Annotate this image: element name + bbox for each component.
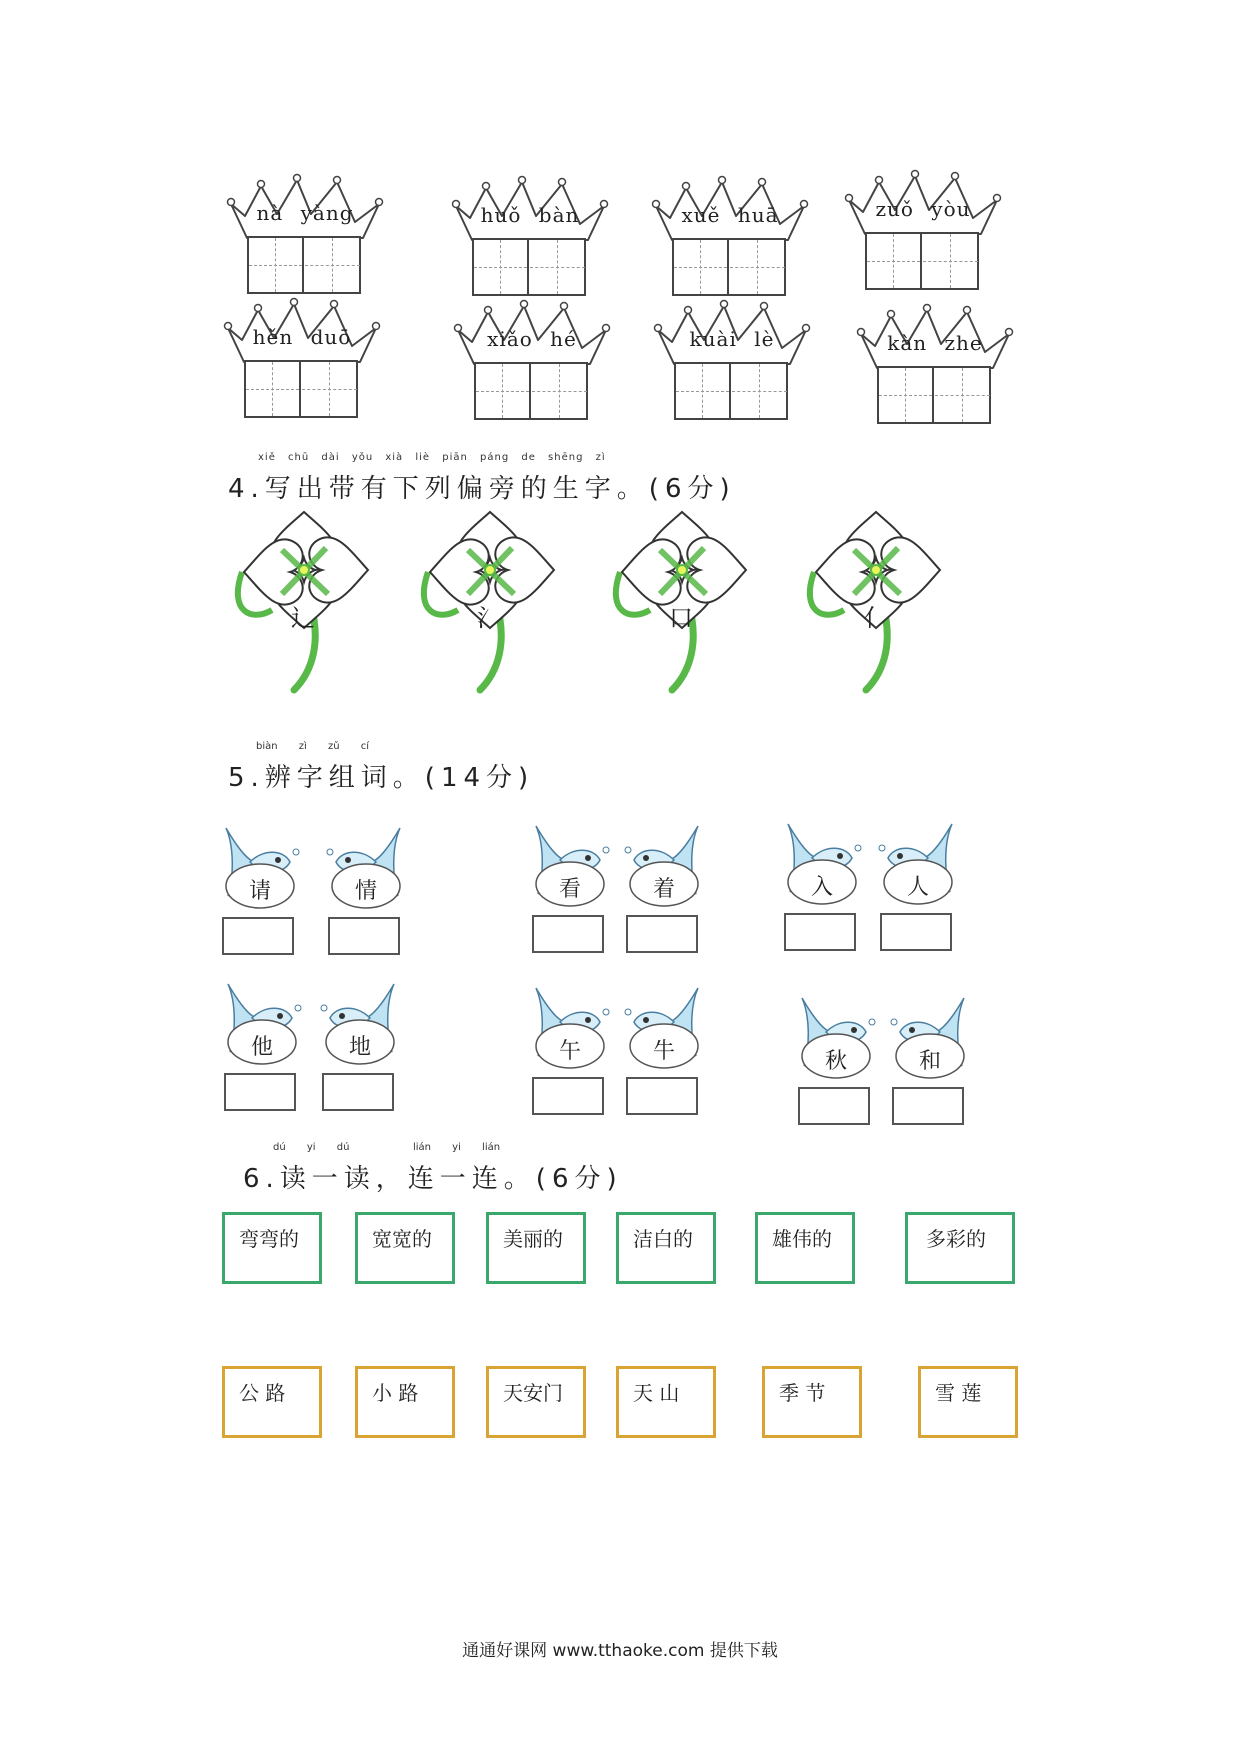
grid-cell[interactable]	[246, 362, 301, 416]
grid-cell[interactable]	[879, 368, 934, 422]
question-6-ruby: dú yi dú lián yi lián	[273, 1142, 501, 1153]
pinyin-crown	[855, 302, 1015, 442]
writing-grid[interactable]	[244, 360, 358, 418]
writing-grid[interactable]	[865, 232, 979, 290]
fish-word-card	[326, 822, 406, 962]
noun-box[interactable]: 公 路	[222, 1366, 322, 1438]
clover-leaf-puzzle	[232, 502, 392, 702]
grid-cell[interactable]	[476, 364, 531, 418]
grid-cell[interactable]	[249, 238, 304, 292]
answer-box[interactable]	[328, 917, 400, 955]
clover-leaf-puzzle	[610, 502, 770, 702]
answer-box[interactable]	[222, 917, 294, 955]
footer-credit: 通通好课网 www.tthaoke.com 提供下载	[462, 1641, 778, 1661]
fish-character: 和	[918, 1049, 941, 1074]
radical-label: 氵	[477, 604, 501, 632]
noun-box[interactable]: 雪 莲	[918, 1366, 1018, 1438]
question-4-ruby: xiě chū dài yǒu xià liè piān páng de shēng zì	[258, 452, 606, 463]
answer-box[interactable]	[626, 915, 698, 953]
grid-cell[interactable]	[730, 240, 785, 294]
crown-pinyin: xuě huā	[681, 203, 779, 227]
question-4-text: 4.写出带有下列偏旁的生字。(6分)	[228, 474, 736, 504]
fish-character: 人	[906, 875, 929, 900]
noun-box[interactable]: 天安门	[486, 1366, 586, 1438]
crown-pinyin: nà yàng	[256, 201, 354, 225]
writing-grid[interactable]	[247, 236, 361, 294]
grid-cell[interactable]	[532, 364, 587, 418]
pinyin-crown	[450, 174, 610, 314]
grid-cell[interactable]	[935, 368, 990, 422]
fish-word-card	[530, 820, 610, 960]
answer-box[interactable]	[224, 1073, 296, 1111]
answer-box[interactable]	[532, 915, 604, 953]
writing-grid[interactable]	[672, 238, 786, 296]
pinyin-crown	[652, 298, 812, 438]
grid-cell[interactable]	[302, 362, 357, 416]
fish-word-card	[222, 978, 302, 1118]
pinyin-crown	[843, 168, 1003, 308]
writing-grid[interactable]	[474, 362, 588, 420]
crown-pinyin: hěn duō	[252, 325, 352, 349]
adjective-box[interactable]: 宽宽的	[355, 1212, 455, 1284]
question-5-title	[228, 741, 535, 794]
question-5-ruby: biàn zì zǔ cí	[256, 741, 370, 752]
question-6-title	[243, 1142, 623, 1195]
fish-word-card	[796, 992, 876, 1132]
crown-pinyin: huǒ bàn	[480, 203, 580, 227]
crown-pinyin: kàn zhe	[887, 331, 983, 355]
fish-character: 午	[558, 1039, 581, 1064]
radical-label: 亻	[863, 604, 887, 632]
crown-pinyin: zuǒ yòu	[875, 197, 971, 221]
radical-label: 口	[669, 604, 693, 632]
grid-cell[interactable]	[867, 234, 922, 288]
writing-grid[interactable]	[472, 238, 586, 296]
adjective-box[interactable]: 雄伟的	[755, 1212, 855, 1284]
grid-cell[interactable]	[732, 364, 787, 418]
answer-box[interactable]	[322, 1073, 394, 1111]
fish-character: 请	[248, 879, 271, 904]
answer-box[interactable]	[784, 913, 856, 951]
fish-character: 地	[348, 1035, 371, 1060]
answer-box[interactable]	[880, 913, 952, 951]
fish-character: 入	[810, 875, 833, 900]
grid-cell[interactable]	[676, 364, 731, 418]
noun-box[interactable]: 天 山	[616, 1366, 716, 1438]
writing-grid[interactable]	[674, 362, 788, 420]
fish-word-card	[878, 818, 958, 958]
grid-cell[interactable]	[923, 234, 978, 288]
grid-cell[interactable]	[305, 238, 360, 292]
fish-character: 牛	[652, 1039, 675, 1064]
fish-word-card	[530, 982, 610, 1122]
fish-word-card	[890, 992, 970, 1132]
question-5-text: 5.辨字组词。(14分)	[228, 763, 535, 793]
fish-character: 着	[652, 877, 675, 902]
fish-word-card	[220, 822, 300, 962]
fish-character: 他	[250, 1035, 273, 1060]
fish-word-card	[624, 982, 704, 1122]
answer-box[interactable]	[626, 1077, 698, 1115]
grid-cell[interactable]	[530, 240, 585, 294]
fish-word-card	[320, 978, 400, 1118]
fish-character: 看	[558, 877, 581, 902]
answer-box[interactable]	[892, 1087, 964, 1125]
noun-box[interactable]: 小 路	[355, 1366, 455, 1438]
question-4-title	[228, 452, 736, 505]
pinyin-crown	[222, 296, 382, 436]
noun-box[interactable]: 季 节	[762, 1366, 862, 1438]
answer-box[interactable]	[532, 1077, 604, 1115]
grid-cell[interactable]	[474, 240, 529, 294]
question-6-text: 6.读一读，连一连。(6分)	[243, 1164, 623, 1194]
answer-box[interactable]	[798, 1087, 870, 1125]
clover-leaf-puzzle	[804, 502, 964, 702]
fish-word-card	[624, 820, 704, 960]
fish-word-card	[782, 818, 862, 958]
crown-pinyin: kuài lè	[689, 327, 775, 351]
clover-leaf-puzzle	[418, 502, 578, 702]
pinyin-crown	[650, 174, 810, 314]
writing-grid[interactable]	[877, 366, 991, 424]
grid-cell[interactable]	[674, 240, 729, 294]
adjective-box[interactable]: 多彩的	[905, 1212, 1015, 1284]
fish-character: 情	[354, 879, 377, 904]
adjective-box[interactable]: 美丽的	[486, 1212, 586, 1284]
pinyin-crown	[225, 172, 385, 312]
fish-character: 秋	[824, 1049, 847, 1074]
radical-label: 辶	[291, 604, 315, 632]
crown-pinyin: xiǎo hé	[487, 327, 577, 351]
pinyin-crown	[452, 298, 612, 438]
adjective-box[interactable]: 洁白的	[616, 1212, 716, 1284]
adjective-box[interactable]: 弯弯的	[222, 1212, 322, 1284]
